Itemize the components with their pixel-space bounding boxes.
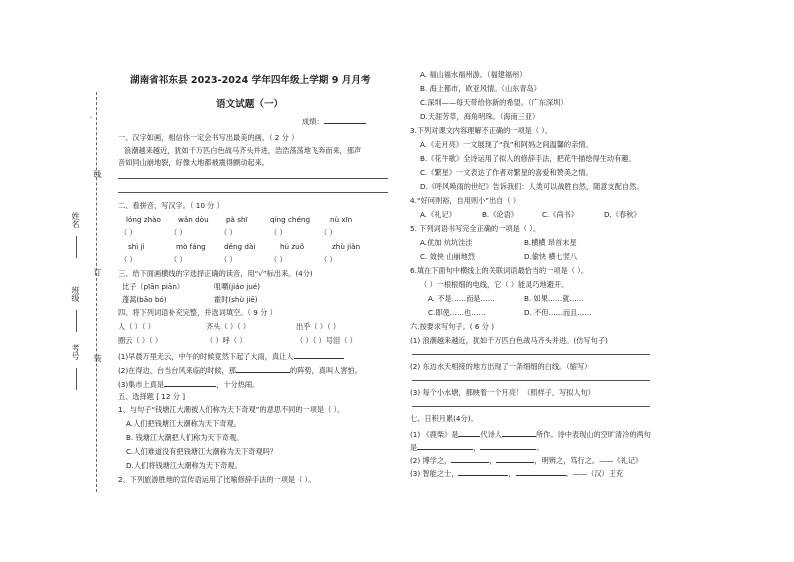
recall-q1-blank-2[interactable] — [502, 428, 536, 437]
pinyin-1-1: lóng zhào — [126, 215, 161, 224]
pinyin-1-5: nù xīn — [330, 215, 353, 224]
rewrite-q3-answer-line[interactable] — [412, 406, 650, 407]
choice-q5: 5. 下列词语书写完全正确的一项是（ ）。 — [410, 224, 541, 233]
recall-q2-text-a: (2) 博学之， — [410, 456, 452, 465]
binding-zhuang-top: · — [86, 116, 95, 119]
rewrite-q3: (3) 每个小水塘，都映着一个月亮！（照样子，写拟人句） — [410, 388, 595, 397]
pinyin-2-1: shì jì — [128, 242, 145, 251]
choice-q5-option-b[interactable]: B.横横 昂首末星 — [524, 238, 577, 247]
answer-box-1-3[interactable]: （ ） — [220, 228, 237, 237]
section-1-writing-line-1[interactable] — [118, 178, 388, 179]
page-title: 湖南省祁东县 2023-2024 学年四年级上学期 9 月月考 — [130, 75, 371, 86]
section-4-title: 四、将下列词语补充完整，并选词填空。（ 9 分 ） — [118, 308, 277, 317]
choice-q1-option-c[interactable]: C.人们难道没有把钱塘江大潮称为天下奇观吗？ — [126, 447, 278, 456]
choice-q1-option-a[interactable]: A.人们把钱塘江大潮称为天下奇观。 — [126, 419, 241, 428]
section-7-title: 七、日积月累(4分)。 — [410, 414, 478, 423]
choice-q3-option-c[interactable]: C.《繁星》一文表达了作者对繁星的喜爱和赞美之情。 — [420, 168, 593, 177]
idiom-2-1[interactable]: 圈云（ ）（ ） — [118, 336, 163, 345]
name-blank[interactable] — [76, 236, 77, 258]
recall-q2-blank-2[interactable] — [496, 454, 534, 463]
answer-box-1-1[interactable]: （ ） — [120, 228, 137, 237]
fill-question-2 — [118, 364, 362, 376]
choice-q1: 1、与句子“钱塘江大潮被人们称为天下奇观”的意思不同的一项是（ ）。 — [118, 405, 345, 414]
id-label: 考号 — [71, 344, 80, 360]
recall-q1-blank-3[interactable] — [417, 441, 473, 450]
score-row — [302, 115, 366, 127]
fill-question-2-text-b: 的阵势，真叫人害怕。 — [290, 366, 362, 375]
choice-q2-option-b[interactable]: B. 海上都市，欧亚风情。（山东青岛） — [420, 84, 541, 93]
section-1-text-1: 浪潮越来越近，犹如千万匹白色战马齐头并进，浩浩荡荡地飞奔而来，那声 — [124, 146, 362, 155]
rewrite-q1-answer-line[interactable] — [412, 354, 650, 355]
fill-question-1-text: (1)早晨万里无云，中午的时候竟然下起了大雨，真让人 — [118, 352, 294, 361]
section-3-item-1b[interactable]: 咀嚼(jiáo jué) — [214, 282, 261, 291]
idiom-2-2[interactable]: （ ）呼（ ） — [206, 336, 247, 345]
answer-box-1-5[interactable]: （ ） — [320, 228, 337, 237]
recall-q3-text-b: 。——（汉）王充 — [565, 469, 624, 478]
pinyin-1-4: qíng chéng — [270, 215, 311, 224]
recall-q2-blank-1[interactable] — [451, 454, 489, 463]
choice-q1-option-b[interactable]: B. 钱塘江大潮把人们称为天下奇观。 — [126, 433, 244, 442]
answer-box-1-4[interactable]: （ ） — [270, 228, 287, 237]
answer-box-2-5[interactable]: （ ） — [320, 255, 337, 264]
choice-q5-option-d[interactable]: D.偷快 横七竖八 — [524, 252, 578, 261]
pinyin-2-5: zhù jiǎn — [332, 242, 361, 251]
pinyin-2-4: hú zuǒ — [280, 242, 305, 251]
fill-question-3-blank[interactable] — [164, 378, 216, 387]
fill-question-3-text-b: ，十分热闹。 — [216, 380, 260, 389]
choice-q3-option-b[interactable]: B.《花牛歌》全诗运用了拟人的修辞手法，把花牛描绘得生动有趣。 — [420, 154, 636, 163]
choice-q6-option-d[interactable]: D. 不但……而且…… — [524, 308, 592, 317]
section-3-title: 三、给下面画横线的字选择正确的读音，用“√”标出来。(4分) — [118, 269, 313, 278]
fill-question-1 — [118, 350, 344, 362]
idiom-1-2[interactable]: 齐头（ ）（ ） — [206, 322, 251, 331]
fill-question-3-text-a: (3)集市上真是 — [118, 380, 165, 389]
recall-q1-blank-1[interactable] — [458, 428, 480, 437]
choice-q6: 6.填在下面句中横线上的关联词语最恰当的一项是（ ）。 — [410, 266, 589, 275]
recall-q1-blank-4[interactable] — [480, 441, 536, 450]
binding-ding-char: 订 — [93, 268, 102, 276]
choice-q2: 2、下列旅游胜地的宣传语运用了比喻修辞手法的一项是（ ）。 — [118, 475, 316, 484]
answer-box-2-4[interactable]: （ ） — [270, 255, 287, 264]
recall-q2-text-b: ，明辨之，笃行之。——《礼记》 — [534, 456, 643, 465]
section-5-title: 五、选择题 [ 12 分 ] — [118, 392, 186, 401]
choice-q3-option-a[interactable]: A.《走月亮》一文展现了“我”和阿妈之间温馨的亲情。 — [420, 140, 593, 149]
choice-q5-option-a[interactable]: A.优加 炕坑洼洼 — [420, 238, 473, 247]
section-1-writing-line-2[interactable] — [118, 192, 388, 193]
page-subtitle: 语文试题（一） — [216, 99, 284, 110]
recall-q1-line-2: 是 ， 。 — [410, 443, 544, 452]
section-6-title: 六.按要求写句子。( 6 分 ) — [410, 322, 495, 331]
section-3-item-2b[interactable]: 霍时(shù jiē) — [214, 295, 258, 304]
choice-q4: 4.“好问则裕，自用则小”出自（ ） — [410, 196, 521, 205]
idiom-2-3[interactable]: （ ）（ ）号泪（ ） — [296, 336, 357, 345]
section-1-text-2: 音如同山崩地裂，好像大地都被震得颤动起来。 — [118, 158, 269, 167]
rewrite-q2: (2) 东边水天相接的地方出现了一条细细的白线。（缩写） — [410, 362, 592, 371]
recall-q2: (2) 博学之， ， ，明辨之，笃行之。——《礼记》 — [410, 456, 643, 465]
choice-q6-option-a[interactable]: A. 不是……而是…… — [428, 294, 495, 303]
section-1-title: 一、汉字如画，相信你一定会书写出最美的画。（ 2 分 ） — [118, 133, 299, 142]
choice-q2-option-d[interactable]: D.天涯芳草，海角明珠。（海南三亚） — [420, 112, 540, 121]
idiom-1-1[interactable]: 人（ ）（ ） — [118, 322, 155, 331]
score-label: 成绩： — [302, 117, 324, 126]
choice-q4-option-d[interactable]: D.《春秋》 — [604, 210, 641, 219]
binding-zhuang-char: 装 — [93, 354, 102, 362]
pinyin-2-3: děng dài — [224, 242, 256, 251]
choice-q2-option-c[interactable]: C.深圳——每天带给你新的希望。（广东深圳） — [420, 98, 568, 107]
fill-question-2-blank[interactable] — [236, 364, 290, 373]
recall-q1-text-b: 代诗人 — [480, 430, 502, 439]
section-2-title: 二、看拼音，写汉字。（ 10 分 ） — [118, 201, 224, 210]
recall-q3: (3) 智能之士， ， 。——（汉）王充 — [410, 469, 624, 478]
choice-q4-option-b[interactable]: B.《论语》 — [482, 210, 518, 219]
class-label: 班级 — [71, 286, 80, 302]
choice-q6-option-c[interactable]: C.即使……也…… — [428, 308, 486, 317]
answer-box-1-2[interactable]: （ ） — [170, 228, 187, 237]
id-blank[interactable] — [76, 368, 77, 390]
binding-line-char: 线 — [93, 170, 102, 178]
score-blank[interactable] — [324, 115, 366, 124]
fill-question-1-blank[interactable] — [294, 350, 344, 359]
choice-q2-option-a[interactable]: A. 福山福水福州游。（福建福州） — [420, 70, 527, 79]
binding-dashed-line — [96, 92, 97, 492]
recall-q1-text-c: 所作。诗中表现山的空旷清冷的两句 — [535, 430, 651, 439]
pinyin-2-2: mò fáng — [176, 242, 206, 251]
choice-q5-option-c[interactable]: C. 效侠 山崩地烈 — [420, 252, 475, 261]
choice-q4-option-a[interactable]: A.《礼记》 — [420, 210, 456, 219]
answer-box-2-3[interactable]: （ ） — [220, 255, 237, 264]
fill-question-2-text-a: (2)在得边，台当台风来临的时候，那 — [118, 366, 236, 375]
pinyin-1-3: pà shī — [226, 215, 248, 224]
recall-q3-text-a: (3) 智能之士， — [410, 469, 459, 478]
class-blank[interactable] — [76, 310, 77, 332]
recall-q1-text-d: 是 — [410, 443, 418, 452]
choice-q3: 3.下列对课文内容理解不正确的一项是（ ）。 — [410, 126, 553, 135]
section-3-item-1a[interactable]: 比子（pīān piān） — [122, 282, 185, 291]
rewrite-q1: (1) 浪潮越来越近，犹如千万匹白色战马齐头并进。(仿写句子) — [410, 336, 608, 345]
fill-question-3 — [118, 378, 259, 390]
choice-q3-option-d[interactable]: D.《呼风唤雨的世纪》告诉我们：人类可以战胜自然，随意支配自然。 — [420, 182, 644, 191]
choice-q6-option-b[interactable]: B. 如果……就…… — [524, 294, 584, 303]
recall-q1-text-a: (1) 《鹿柴》是 — [410, 430, 459, 439]
section-3-item-2a[interactable]: 蓬蒿(bāo bó) — [122, 295, 167, 304]
choice-q1-option-d[interactable]: D.人们将钱塘江大潮称为天下奇观。 — [126, 461, 242, 470]
choice-q4-option-c[interactable]: C.《尚书》 — [542, 210, 579, 219]
name-label: 姓名 — [71, 212, 80, 228]
rewrite-q2-answer-line[interactable] — [412, 380, 650, 381]
pinyin-1-2: wǎn dòu — [178, 215, 209, 224]
choice-q6-sentence: （ ）一根根细的电线，它（ ）能灵巧地避开。 — [420, 280, 569, 289]
answer-box-2-2[interactable]: （ ） — [170, 255, 187, 264]
idiom-1-3[interactable]: 出乎（ ）（ ） — [296, 322, 341, 331]
answer-box-2-1[interactable]: （ ） — [120, 255, 137, 264]
recall-q3-blank-2[interactable] — [516, 467, 566, 476]
recall-q1 — [410, 428, 651, 440]
recall-q3-blank-1[interactable] — [458, 467, 508, 476]
